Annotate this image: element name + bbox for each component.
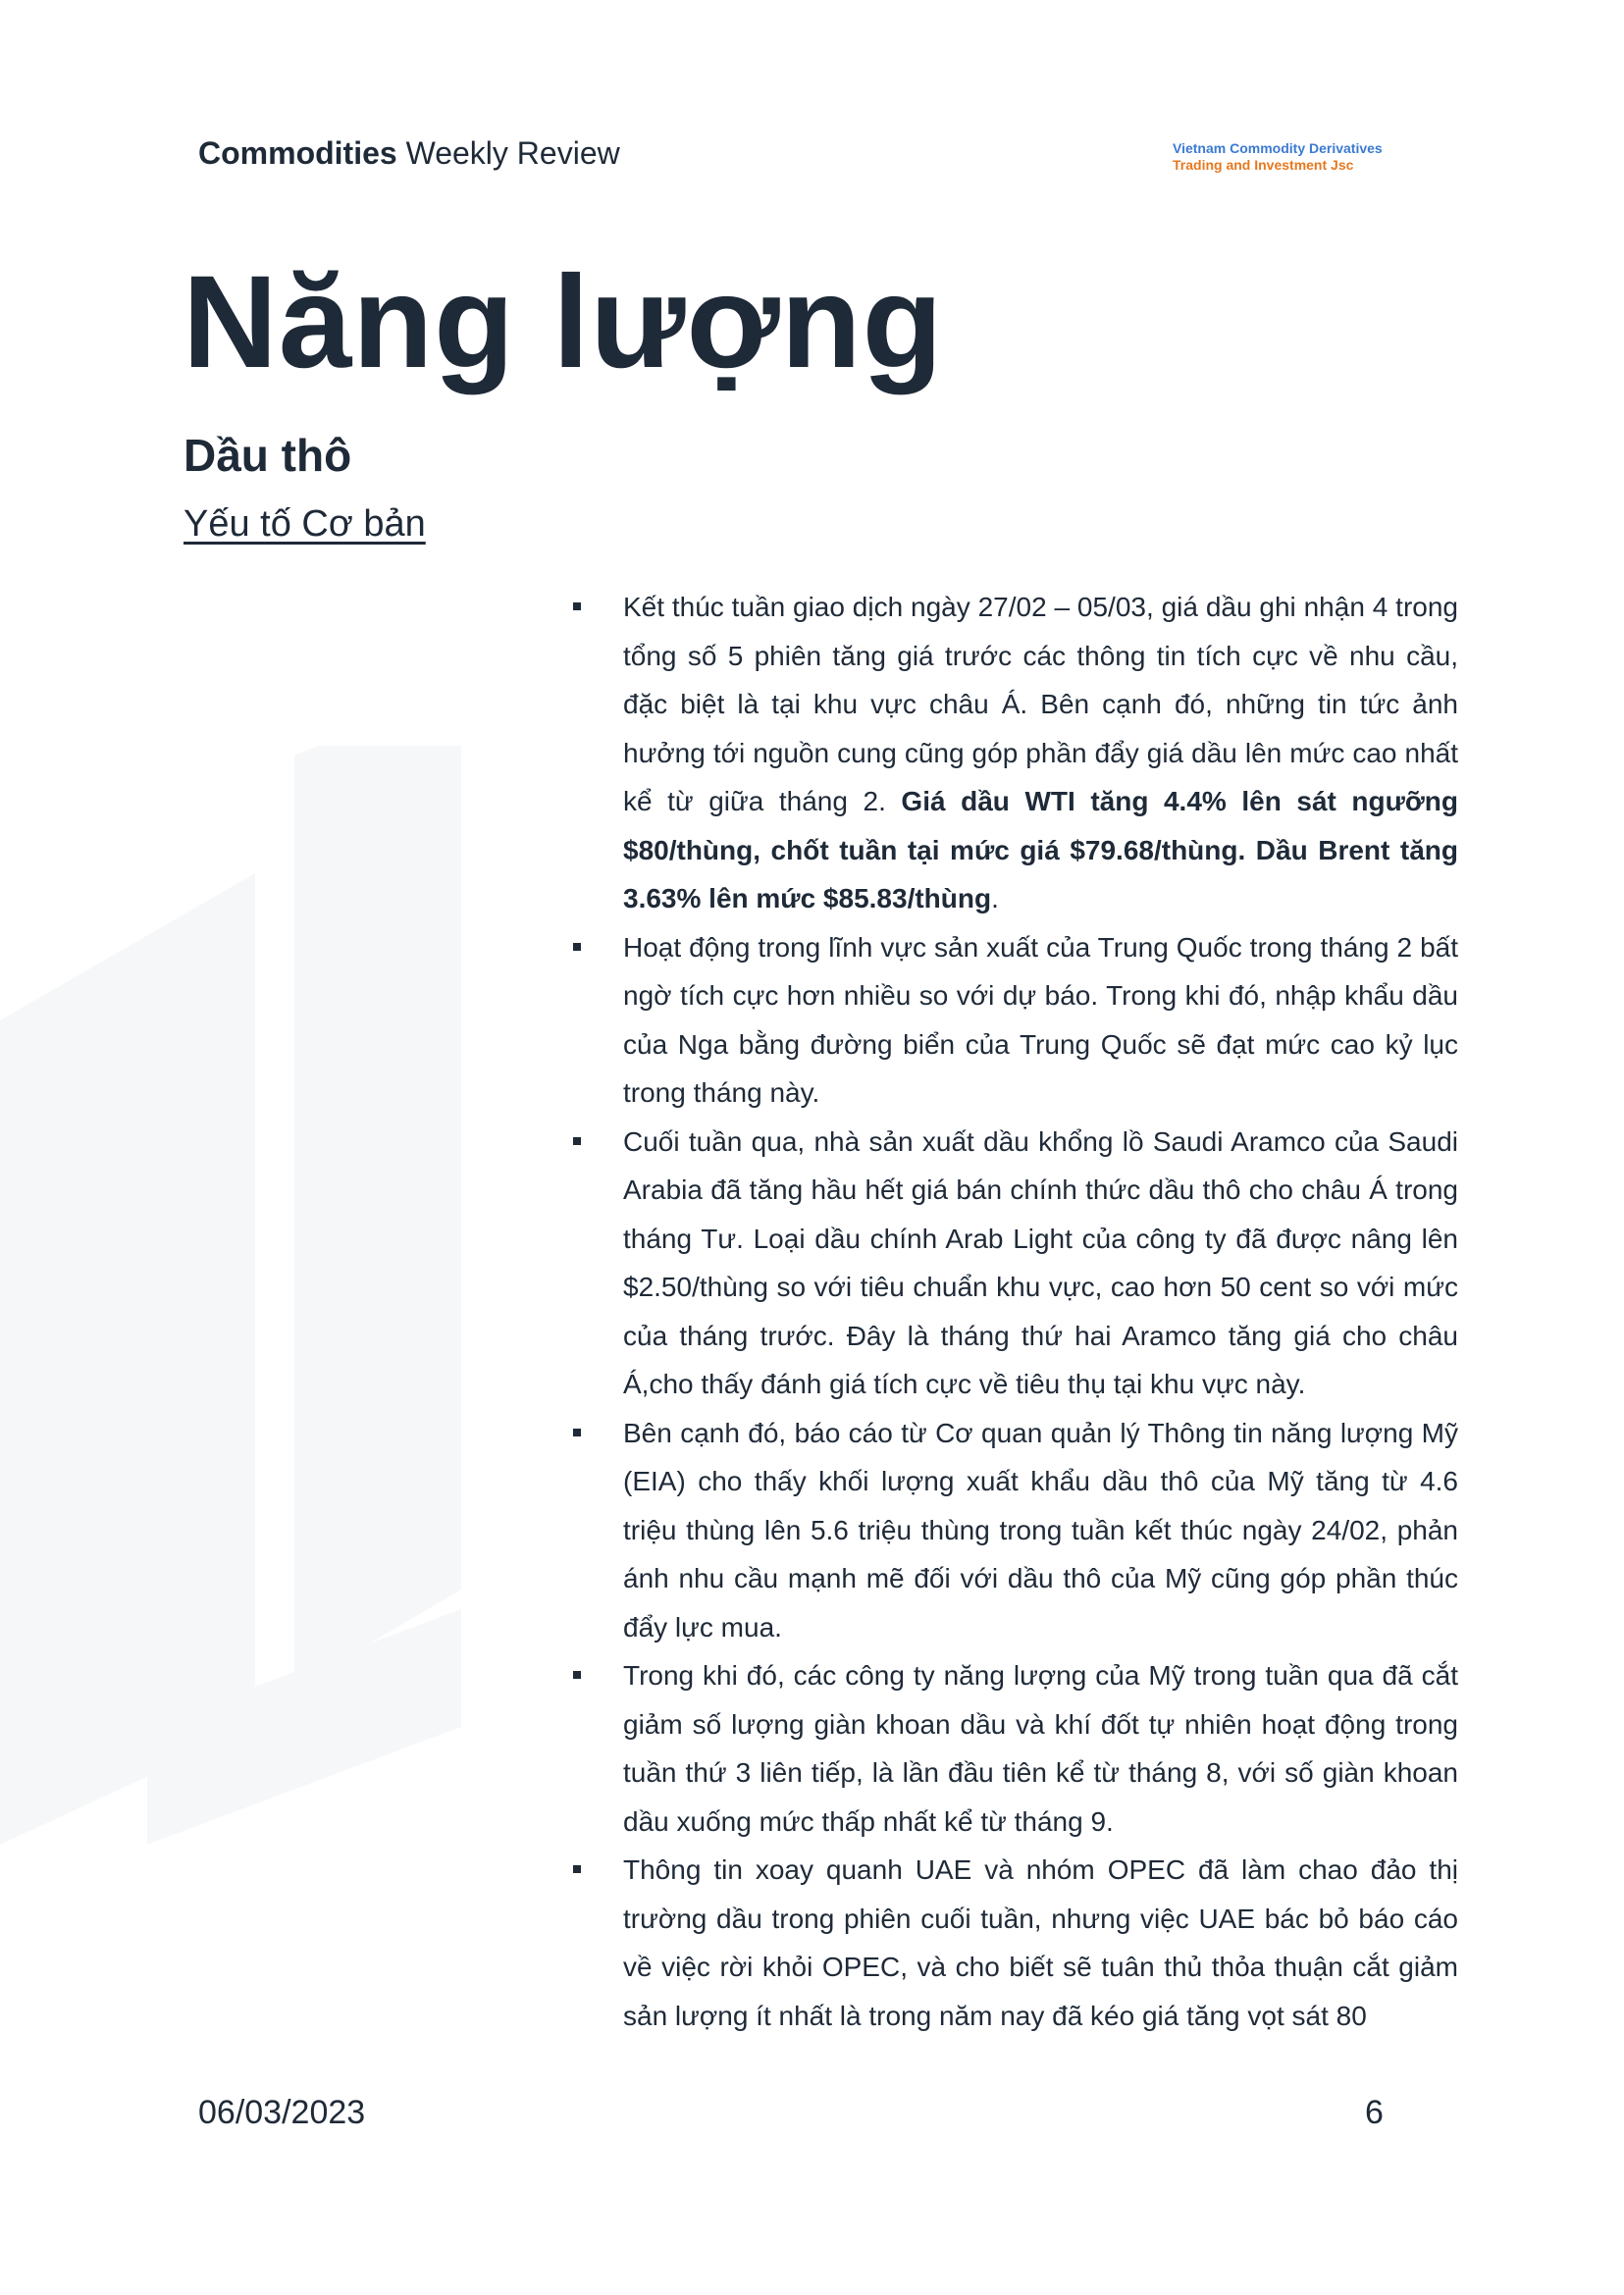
bullet-square-icon [573, 1137, 581, 1145]
watermark-logo [0, 746, 550, 1845]
bullet-text: Bên cạnh đó, báo cáo từ Cơ quan quản lý Thông tin năng lượng Mỹ (EIA) cho thấy khối lượng xuất khẩu dầu thô của Mỹ tăng từ 4.6 triệu thùng lên 5.6 triệu thùng trong tuần kết thúc ngày 24/02, phản ánh nhu cầu mạnh mẽ đối với dầu thô của Mỹ cũng góp phần thúc đẩy lực mua. [623, 1417, 1458, 1643]
bullet-text: Thông tin xoay quanh UAE và nhóm OPEC đã làm chao đảo thị trường dầu trong phiên cuối tuần, nhưng việc UAE bác bỏ báo cáo về việc rời khỏi OPEC, và cho biết sẽ tuân thủ thỏa thuận cắt giảm sản lượng ít nhất là trong năm nay đã kéo giá tăng vọt sát 80 [623, 1854, 1458, 2031]
list-item [573, 1651, 1458, 1846]
bullet-text: Hoạt động trong lĩnh vực sản xuất của Trung Quốc trong tháng 2 bất ngờ tích cực hơn nhiều so với dự báo. Trong khi đó, nhập khẩu dầu của Nga bằng đường biển của Trung Quốc sẽ đạt mức cao kỷ lục trong tháng này. [623, 931, 1458, 1108]
bullet-list [573, 583, 1458, 2040]
report-header [198, 135, 620, 172]
bullet-square-icon [573, 1865, 581, 1873]
subtitle: Dầu thô [183, 430, 352, 481]
bullet-square-icon [573, 602, 581, 610]
report-brand-bold: Commodities [198, 135, 397, 171]
report-brand-rest: Weekly Review [396, 135, 620, 171]
logo-line2: Trading and Investment Jsc [1173, 157, 1354, 173]
bullet-bold-text: Giá dầu WTI tăng 4.4% lên sát ngưỡng $80/thùng, chốt tuần tại mức giá $79.68/thùng. Dầu Brent tăng 3.63% lên mức $85.83/thùng [623, 786, 1458, 913]
bullet-text: Kết thúc tuần giao dịch ngày 27/02 – 05/03, giá dầu ghi nhận 4 trong tổng số 5 phiên tăng giá trước các thông tin tích cực về nhu cầu, đặc biệt là tại khu vực châu Á. Bên cạnh đó, những tin tức ảnh hưởng tới nguồn cung cũng góp phần đẩy giá dầu lên mức cao nhất kể từ giữa tháng 2. [623, 592, 1458, 816]
bullet-tail: . [991, 883, 999, 913]
bullet-square-icon [573, 1429, 581, 1436]
list-item [573, 583, 1458, 923]
bullet-square-icon [573, 1671, 581, 1679]
bullet-square-icon [573, 943, 581, 951]
logo-line1: Vietnam Commodity Derivatives [1173, 140, 1383, 156]
footer-date: 06/03/2023 [198, 2094, 366, 2131]
bullet-text: Cuối tuần qua, nhà sản xuất dầu khổng lồ Saudi Aramco của Saudi Arabia đã tăng hầu hết giá bán chính thức dầu thô cho châu Á trong tháng Tư. Loại dầu chính Arab Light của công ty đã được nâng lên $2.50/thùng so với tiêu chuẩn khu vực, cao hơn 50 cent so với mức của tháng trước. Đây là tháng thứ hai Aramco tăng giá cho châu Á,cho thấy đánh giá tích cực về tiêu thụ tại khu vực này. [623, 1125, 1458, 1399]
list-item [573, 923, 1458, 1118]
list-item [573, 1409, 1458, 1652]
bullet-text: Trong khi đó, các công ty năng lượng của Mỹ trong tuần qua đã cắt giảm số lượng giàn khoan dầu và khí đốt tự nhiên hoạt động trong tuần thứ 3 liên tiếp, là lần đầu tiên kể từ tháng 8, với số giàn khoan dầu xuống mức thấp nhất kể từ tháng 9. [623, 1660, 1458, 1837]
section-heading: Yếu tố Cơ bản [183, 503, 426, 545]
page-title: Năng lượng [183, 249, 944, 395]
list-item [573, 1846, 1458, 2040]
page-number: 6 [1365, 2094, 1384, 2131]
company-logo [1173, 140, 1383, 174]
list-item [573, 1118, 1458, 1409]
